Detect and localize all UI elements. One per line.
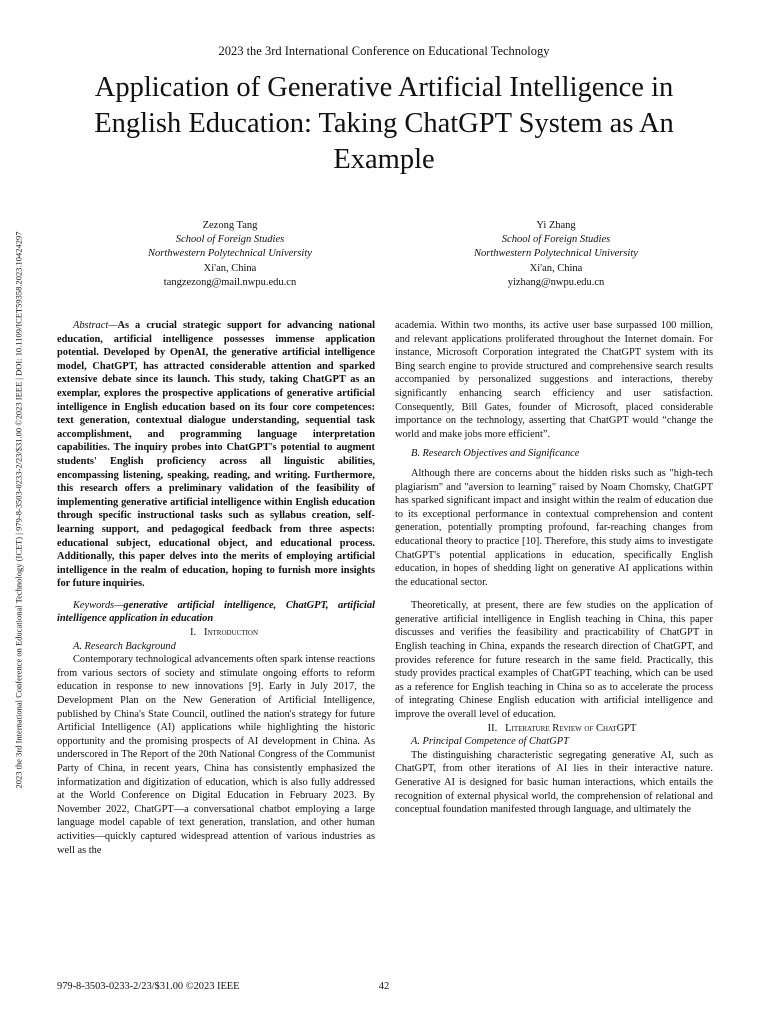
- keywords-lead: Keywords—: [73, 599, 124, 611]
- author-dept: School of Foreign Studies: [501, 234, 611, 246]
- author-org: Northwestern Polytechnical University: [148, 248, 312, 260]
- left-column: [57, 319, 375, 857]
- side-doi-text: 2023 the 3rd International Conference on Educational Technology (ICET) | 979-8-3503-0233-2/23/$31.00 ©2023 IEEE | DOI: 10.1109/ICET59358.2023.10424297: [14, 231, 24, 789]
- author-city: Xi'an, China: [203, 262, 257, 274]
- author-name: Zezong Tang: [202, 220, 258, 231]
- page-number: 42: [378, 981, 390, 992]
- paragraph-intro-1: Contemporary technological advancements often spark intense reactions from various sectors of society and stimulate ongoing efforts to reform education in response to new innovations [9]. Early in July 2017, the Development Plan on the New Generation of Artificial Intelligence, published by China's State Council, outlined the nation's strategy for future Artificial Intelligence (AI) applications while highlighting the historic opportunity and the promising prospects of AI development in China. As underscored in The Report of the 20th National Congress of the Communist Party of China, in recent years, China has consistently emphasized the informatization and digitization of education, which is also fully addressed at the World Conference on Digital Education in February 2023. By November 2022, ChatGPT—a conversational chatbot employing a large language model capable of text generation, translation, and other human activities—quickly captured widespread attention of various industries as well as the: [57, 654, 375, 856]
- conference-header: 2023 the 3rd International Conference on Educational Technology: [218, 44, 550, 58]
- subsection-principal-competence: A. Principal Competence of ChatGPT: [411, 736, 569, 748]
- subsection-research-background: A. Research Background: [73, 640, 176, 652]
- abstract-lead: Abstract—: [73, 320, 118, 331]
- keywords: [57, 599, 375, 626]
- paper-title: Application of Generative Artificial Intelligence in English Education: Taking ChatGPT System as An Example: [94, 72, 674, 175]
- section-heading-literature-review: II. Literature Review of ChatGPT: [487, 722, 637, 734]
- author-block-2: [406, 219, 706, 290]
- author-email: tangzezong@mail.nwpu.edu.cn: [163, 276, 297, 288]
- author-block-1: [80, 219, 380, 290]
- paragraph-literature-1: The distinguishing characteristic segregating generative AI, such as ChatGPT, from other iterations of AI lies in their interactive nature. Generative AI is designed for basic human interactions, which entails the recognition of external physical world, the comprehension of relational and conceptual foundation manifested through language, and ultimately the: [395, 749, 713, 816]
- author-city: Xi'an, China: [529, 262, 583, 274]
- author-org: Northwestern Polytechnical University: [474, 248, 638, 260]
- abstract: [57, 319, 375, 591]
- paragraph-objectives-1: Although there are concerns about the hidden risks such as "high-tech plagiarism" and "aversion to learning" raised by Noam Chomsky, ChatGPT has sparked significant impact and insight within the realm of education due to its exceptional performance in contextual comprehension and content generation, potentially prompting profound, far-reaching changes from educational theory to practice [10]. Therefore, this study aims to investigate ChatGPT's potential applications in education, specifically English education, in hopes of shedding light on generative AI applications within the educational sector.: [395, 467, 713, 588]
- author-dept: School of Foreign Studies: [175, 234, 285, 246]
- subsection-research-objectives: B. Research Objectives and Significance: [411, 448, 580, 460]
- section-heading-introduction: I. Introduction: [189, 627, 259, 639]
- keywords-text: generative artificial intelligence, ChatGPT, artificial intelligence application in education: [57, 599, 375, 625]
- paragraph-objectives-2: Theoretically, at present, there are few studies on the application of generative artificial intelligence in English teaching in China, this paper discusses and verifies the feasibility and practicability of ChatGPT in English teaching in China, expands the research direction of ChatGPT, and provides reference for future research in the same field. Practically, this study provides practical examples of ChatGPT teaching, which can be used as a reference for English teaching in China so as to accelerate the process of integrating Chinese English education with artificial intelligence and improve the overall level of education.: [395, 600, 713, 721]
- paragraph-intro-1-continued: academia. Within two months, its active user base surpassed 100 million, and relevant applications proliferated throughout the Internet domain. For instance, Microsoft Corporation integrated the ChatGPT system with its Bing search engine to provide structured and comprehensive search results accompanied by personalized suggestions and interactions, thereby significantly enhancing search efficiency and user satisfaction. Consequently, Bill Gates, founder of Microsoft, placed considerable importance on the technology, asserting that ChatGPT would “change the world and make jobs more efficient”.: [395, 320, 713, 440]
- right-column: [395, 319, 713, 817]
- abstract-text: As a crucial strategic support for advancing national education, artificial intelligence possesses immense application potential. Developed by OpenAI, the generative artificial intelligence model, ChatGPT, has attracted considerable attention and sparked extensive debate since its launch. This study, taking ChatGPT as an exemplar, explores the prospective applications of generative artificial intelligence in English education based on its four core competences: text generation, contextual dialogue understanding, sequential task accomplishment, and programming language interpretation capabilities. The inquiry probes into ChatGPT's potential to augment students' English proficiency across all linguistic abilities, encompassing listening, speaking, reading, and writing. Furthermore, this research offers a preliminary validation of the feasibility of implementing generative artificial intelligence within English education through specific instructional tasks such as syllabus creation, self-learning support, and pedagogical feedback from three aspects: educational subject, educational object, and educational process. Additionally, this paper delves into the merits of employing artificial intelligence in the realm of education, hoping to furnish more insights for future inquiries.: [57, 320, 375, 590]
- side-doi-strip: [12, 180, 26, 840]
- author-name: Yi Zhang: [536, 220, 576, 231]
- author-email: yizhang@nwpu.edu.cn: [507, 276, 605, 288]
- footer-isbn: 979-8-3503-0233-2/23/$31.00 ©2023 IEEE: [57, 981, 240, 992]
